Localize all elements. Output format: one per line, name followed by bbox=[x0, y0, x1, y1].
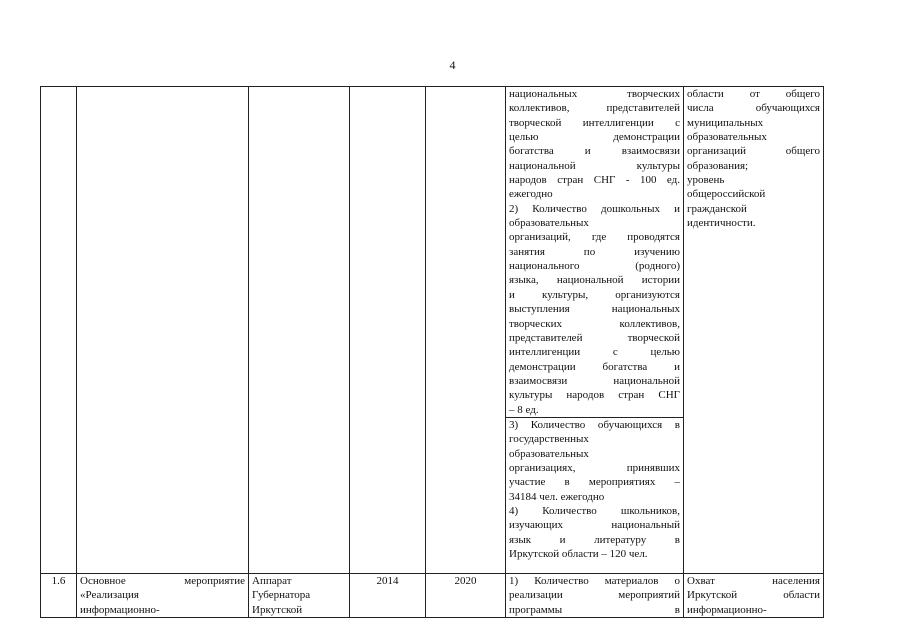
text-line: культуры народов стран СНГ bbox=[509, 389, 680, 402]
text-line: информационно- bbox=[80, 603, 160, 616]
text-line: интеллигенции с целью bbox=[509, 346, 680, 359]
executor-cell bbox=[249, 87, 350, 574]
text-line: организаций общего bbox=[687, 145, 820, 158]
text-line: целью демонстрации bbox=[509, 131, 680, 144]
text-line: государственных bbox=[509, 433, 589, 446]
text-line: занятия по изучению bbox=[509, 245, 680, 258]
indicators-cell bbox=[506, 574, 684, 618]
text-line: программы в bbox=[509, 603, 680, 616]
text-line: демонстрации богатства и bbox=[509, 360, 680, 373]
text-line: 1) Количество материалов о bbox=[509, 575, 680, 587]
page-number: 4 bbox=[449, 58, 456, 72]
text-line: области от общего bbox=[687, 88, 820, 100]
text-line: числа обучающихся bbox=[687, 102, 820, 115]
event-cell bbox=[77, 574, 249, 618]
executor-text bbox=[252, 574, 346, 617]
text-line: 3) Количество обучающихся в bbox=[509, 418, 680, 431]
text-line: ежегодно bbox=[509, 188, 553, 201]
text-line: творческих коллективов, bbox=[509, 317, 680, 330]
text-line: информационно- bbox=[687, 603, 767, 616]
program-table bbox=[40, 86, 824, 618]
text-line: Охват населения bbox=[687, 575, 820, 587]
text-line: образовательных bbox=[509, 217, 589, 230]
results-cell bbox=[684, 87, 824, 574]
text-line: коллективов, представителей bbox=[509, 102, 680, 115]
row-number-cell: 1.6 bbox=[41, 574, 77, 618]
table-row bbox=[41, 87, 824, 574]
text-line: творческой интеллигенции с bbox=[509, 116, 680, 129]
text-line: богатства и взаимосвязи bbox=[509, 145, 680, 158]
text-line: участие в мероприятиях – bbox=[509, 476, 680, 489]
text-line: организациях, принявших bbox=[509, 461, 680, 474]
text-line: выступления национальных bbox=[509, 303, 680, 316]
end-year-cell: 2020 bbox=[426, 574, 506, 618]
text-line: образования; bbox=[687, 159, 749, 172]
text-line: уровень bbox=[687, 174, 725, 187]
event-text bbox=[80, 574, 245, 617]
text-line: Иркутской области – 120 чел. bbox=[509, 548, 648, 560]
indicators-text bbox=[506, 87, 683, 418]
text-line: 2) Количество дошкольных и bbox=[509, 202, 680, 215]
text-line: муниципальных bbox=[687, 116, 764, 129]
text-line: национальных творческих bbox=[509, 88, 680, 100]
text-line: образовательных bbox=[509, 447, 589, 460]
text-line: язык и литературу в bbox=[509, 533, 680, 546]
text-line: Аппарат bbox=[252, 575, 292, 587]
text-line: изучающих национальный bbox=[509, 519, 680, 532]
table-row bbox=[41, 574, 824, 618]
text-line: 34184 чел. ежегодно bbox=[509, 490, 605, 503]
text-line: Иркутской области bbox=[687, 589, 820, 602]
text-line: гражданской bbox=[687, 202, 747, 215]
end-year-cell bbox=[426, 87, 506, 574]
text-line: общероссийской bbox=[687, 188, 766, 201]
text-line: национальной культуры bbox=[509, 159, 680, 172]
start-year-cell bbox=[350, 87, 426, 574]
text-line: образовательных bbox=[687, 131, 767, 144]
start-year-cell: 2014 bbox=[350, 574, 426, 618]
text-line: Губернатора bbox=[252, 589, 311, 602]
text-line: и культуры, организуются bbox=[509, 288, 680, 301]
results-cell bbox=[684, 574, 824, 618]
text-line: организаций, где проводятся bbox=[509, 231, 680, 244]
text-line: представителей творческой bbox=[509, 331, 680, 344]
text-line: идентичности. bbox=[687, 217, 756, 230]
text-line: взаимосвязи национальной bbox=[509, 374, 680, 387]
text-line: – 8 ед. bbox=[509, 403, 539, 416]
row-number-cell bbox=[41, 87, 77, 574]
text-line: Иркутской bbox=[252, 603, 303, 616]
text-line: «Реализация bbox=[80, 589, 139, 602]
text-line: национального (родного) bbox=[509, 260, 680, 273]
event-cell bbox=[77, 87, 249, 574]
results-text bbox=[687, 574, 820, 617]
text-line: 4) Количество школьников, bbox=[509, 504, 680, 517]
text-line: языка, национальной истории bbox=[509, 274, 680, 287]
executor-cell bbox=[249, 574, 350, 618]
indicators-text bbox=[506, 418, 683, 561]
text-line: Основное мероприятие bbox=[80, 575, 245, 587]
results-text bbox=[687, 87, 820, 230]
indicators-text bbox=[509, 574, 680, 617]
text-line: реализации мероприятий bbox=[509, 589, 680, 602]
text-line: народов стран СНГ - 100 ед. bbox=[509, 174, 680, 187]
indicators-cell bbox=[506, 87, 684, 574]
